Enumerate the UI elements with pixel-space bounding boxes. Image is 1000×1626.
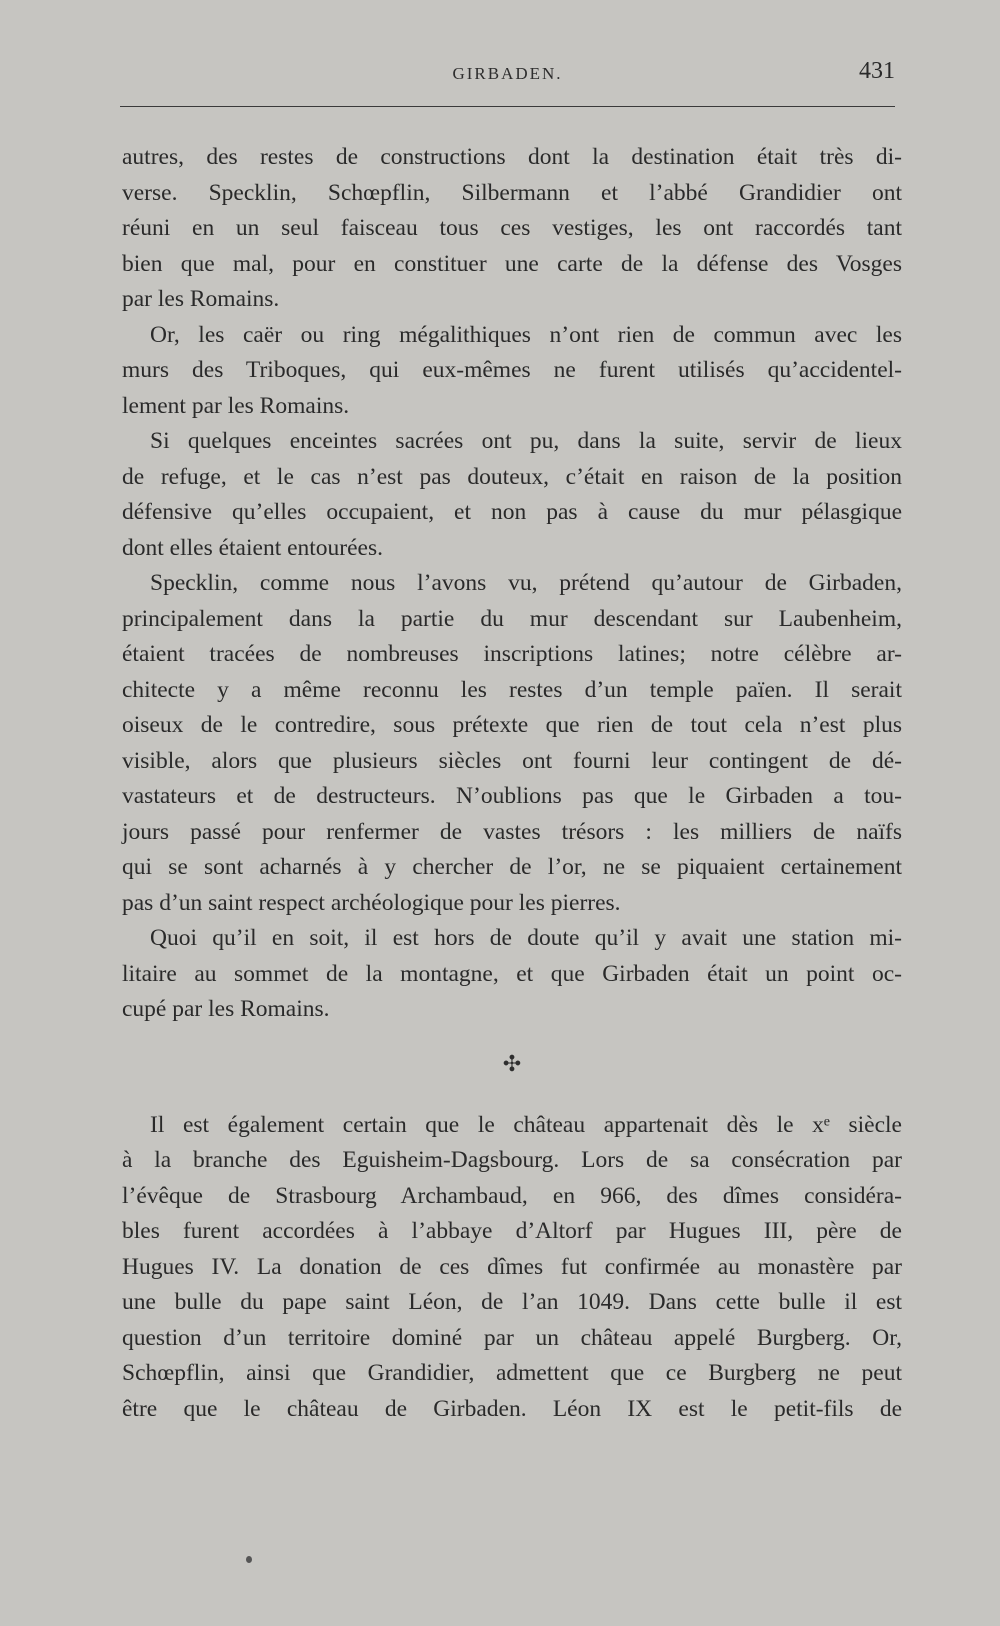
paragraph	[122, 424, 902, 566]
text-line: litaire au sommet de la montagne, et que Girbaden était un point oc-	[122, 960, 902, 987]
ink-speck	[246, 1556, 252, 1563]
text-line: dont elles étaient entourées.	[122, 534, 384, 561]
text-line: Hugues IV. La donation de ces dîmes fut confirmée au monastère par	[122, 1253, 902, 1280]
text-line: Specklin, comme nous l’avons vu, prétend qu’autour de Girbaden,	[150, 570, 902, 596]
text-line: murs des Triboques, qui eux-mêmes ne furent utilisés qu’accidentel-	[122, 357, 902, 383]
section-ornament: ✣	[502, 1050, 522, 1076]
text-line: Il est également certain que le château appartenait dès le xᵉ siècle	[150, 1111, 902, 1138]
text-line: de refuge, et le cas n’est pas douteux, c’était en raison de la position	[122, 463, 902, 490]
text-line: Quoi qu’il en soit, il est hors de doute qu’il y avait une station mi-	[150, 925, 902, 951]
text-line: principalement dans la partie du mur descendant sur Laubenheim,	[122, 605, 902, 632]
text-line: pas d’un saint respect archéologique pour les pierres.	[122, 889, 621, 916]
text-line: qui se sont acharnés à y chercher de l’or, ne se piquaient certainement	[122, 854, 902, 880]
paragraph	[122, 566, 902, 921]
text-line: réuni en un seul faisceau tous ces vestiges, les ont raccordés tant	[122, 215, 902, 241]
text-line: verse. Specklin, Schœpflin, Silbermann et l’abbé Grandidier ont	[122, 179, 902, 206]
body-text	[122, 140, 902, 1427]
text-line: bles furent accordées à l’abbaye d’Altorf par Hugues III, père de	[122, 1218, 902, 1244]
paragraph	[122, 140, 902, 318]
paragraph	[122, 318, 902, 425]
header-rule	[120, 106, 895, 107]
running-head	[120, 58, 895, 98]
text-line: autres, des restes de constructions dont la destination était très di-	[122, 144, 902, 170]
page-number: 431	[859, 58, 895, 84]
paragraph	[122, 1108, 902, 1428]
running-title: GIRBADEN.	[452, 64, 563, 83]
text-line: vastateurs et de destructeurs. N’oublions pas que le Girbaden a tou-	[122, 783, 902, 809]
text-line: bien que mal, pour en constituer une carte de la défense des Vosges	[122, 250, 902, 277]
text-line: être que le château de Girbaden. Léon IX est le petit-fils de	[122, 1395, 902, 1422]
text-line: oiseux de le contredire, sous prétexte que rien de tout cela n’est plus	[122, 712, 902, 738]
text-line: jours passé pour renfermer de vastes trésors : les milliers de naïfs	[122, 818, 902, 845]
text-line: une bulle du pape saint Léon, de l’an 1049. Dans cette bulle il est	[122, 1289, 902, 1315]
text-line: Or, les caër ou ring mégalithiques n’ont rien de commun avec les	[150, 321, 902, 348]
text-line: Si quelques enceintes sacrées ont pu, dans la suite, servir de lieux	[150, 428, 902, 454]
text-line: à la branche des Eguisheim-Dagsbourg. Lors de sa consécration par	[122, 1147, 902, 1173]
text-line: par les Romains.	[122, 286, 280, 312]
text-line: défensive qu’elles occupaient, et non pas à cause du mur pélasgique	[122, 499, 902, 525]
paragraph	[122, 921, 902, 1028]
text-line: question d’un territoire dominé par un château appelé Burgberg. Or,	[122, 1324, 902, 1351]
text-line: visible, alors que plusieurs siècles ont fourni leur contingent de dé-	[122, 747, 902, 774]
text-line: Schœpflin, ainsi que Grandidier, admettent que ce Burgberg ne peut	[122, 1360, 902, 1386]
text-line: étaient tracées de nombreuses inscriptions latines; notre célèbre ar-	[122, 641, 902, 667]
text-line: lement par les Romains.	[122, 392, 350, 419]
text-line: l’évêque de Strasbourg Archambaud, en 966, des dîmes considéra-	[122, 1182, 902, 1209]
text-line: cupé par les Romains.	[122, 996, 330, 1022]
text-line: chitecte y a même reconnu les restes d’un temple païen. Il serait	[122, 676, 902, 703]
